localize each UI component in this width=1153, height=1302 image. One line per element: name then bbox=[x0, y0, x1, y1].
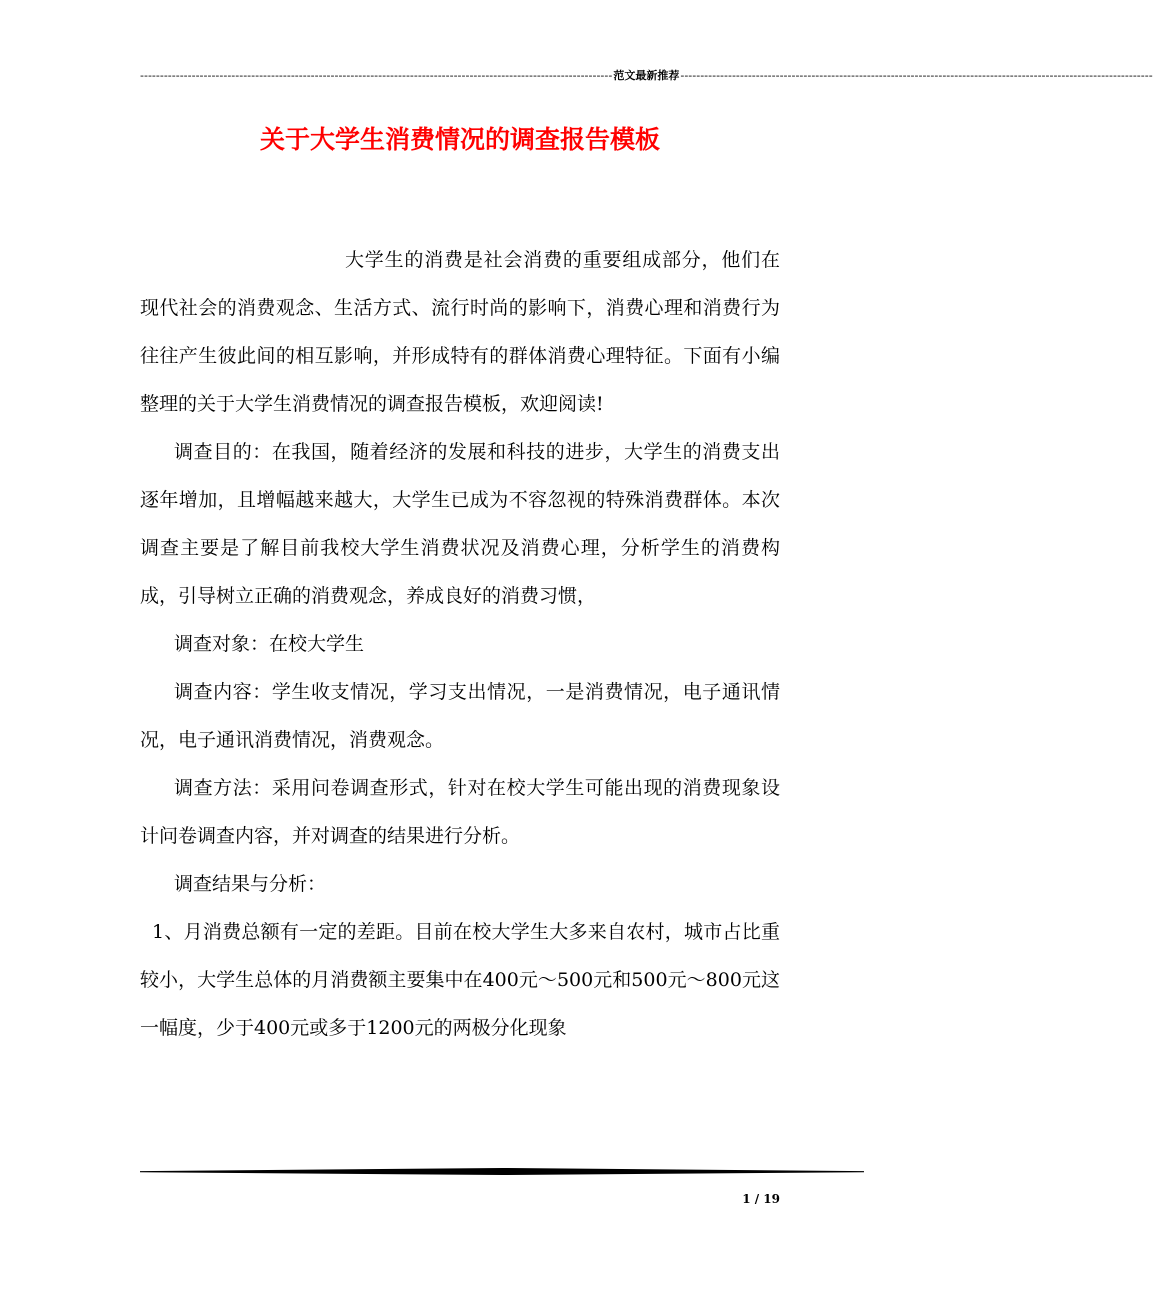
footer-divider bbox=[140, 1168, 864, 1175]
paragraph-results-heading: 调查结果与分析： bbox=[174, 873, 327, 895]
document-body bbox=[140, 236, 780, 1052]
paragraph-purpose: 调查目的：在我国，随着经济的发展和科技的进步，大学生的消费支出逐年增加，且增幅越来越大，大学生已成为不容忽视的特殊消费群体。本次调查主要是了解目前我校大学生消费状况及消费心理，分析学生的消费构成，引导树立正确的消费观念，养成良好的消费习惯， bbox=[140, 441, 780, 607]
paragraph-intro: 大学生的消费是社会消费的重要组成部分，他们在现代社会的消费观念、生活方式、流行时尚的影响下，消费心理和消费行为往往产生彼此间的相互影响，并形成特有的群体消费心理特征。下面有小编整理的关于大学生消费情况的调查报告模板，欢迎阅读! bbox=[140, 249, 780, 415]
paragraph-result-1: 1、月消费总额有一定的差距。目前在校大学生大多来自农村，城市占比重较小，大学生总体的月消费额主要集中在400元～500元和500元～800元这一幅度，少于400元或多于1200元的两极分化现象 bbox=[140, 921, 780, 1039]
paragraph-content: 调查内容：学生收支情况，学习支出情况，一是消费情况，电子通讯情况，电子通讯消费情况，消费观念。 bbox=[140, 681, 780, 751]
page-number: 1 / 19 bbox=[742, 1192, 780, 1206]
header-dash-left: ----------------------------------------------------------------------------------------------------------------------- bbox=[140, 69, 613, 82]
page-header bbox=[140, 68, 1153, 84]
document-title: 关于大学生消费情况的调查报告模板 bbox=[259, 125, 660, 154]
header-dash-right: ----------------------------------------------------------------------------------------------------------------------- bbox=[680, 69, 1153, 82]
paragraph-method: 调查方法：采用问卷调查形式，针对在校大学生可能出现的消费现象设计问卷调查内容，并对调查的结果进行分析。 bbox=[140, 777, 780, 847]
paragraph-subject: 调查对象：在校大学生 bbox=[174, 633, 365, 655]
header-label: 范文最新推荐 bbox=[613, 69, 680, 82]
